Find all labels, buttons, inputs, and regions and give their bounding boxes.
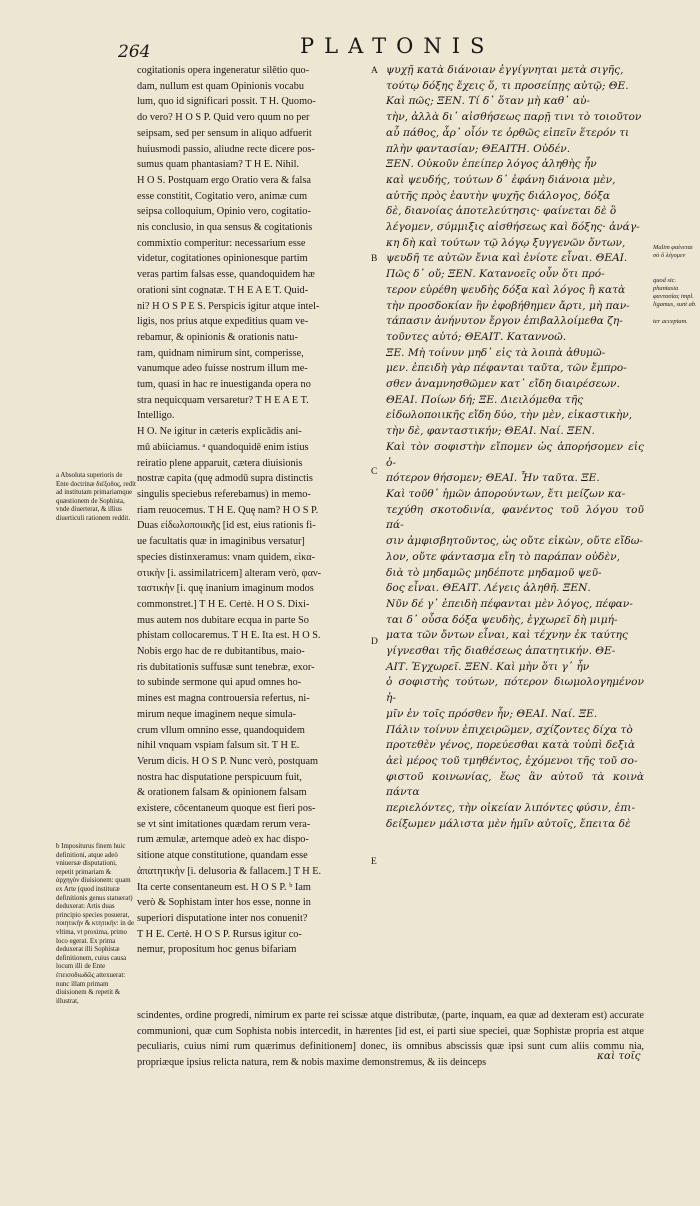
section-marker-d: D: [371, 637, 378, 647]
latin-line: mines est magna controuersia refertus, ni-: [137, 693, 310, 705]
greek-line: ται δ᾽ οὖσα δόξα ψευδὴς, ἐγχωρεῖ δὴ μιμή-: [386, 613, 618, 626]
greek-line: δὲ, διανοίας ἀποτελεύτησις· φαίνεται δὲ ὃ: [386, 205, 617, 218]
latin-line: reiratio plene apparuit, cætera diuisionis: [137, 457, 303, 469]
latin-line: verò & Sophistam inter hos esse, nonne in: [137, 897, 311, 909]
latin-line: mus autem nos dubitare ecqua in parte So: [137, 614, 309, 626]
latin-line: ris dubitationis suffusæ sunt tenebræ, exor-: [137, 661, 315, 673]
bottom-paragraph: scindentes, ordine progredi, nimirum ex parte rei scissæ atque distributæ, (parte, inquam, ea quæ ad dexteram est) accurate communioni, quæ cum Sophista nobis intercedit, in hærentes [id est, ei parti siue speciei, quæ Sophistæ propria est atque peculiaris, cuius nimi rum quærimus definitionem] donec, iis omnibus abscissis quæ ipsi sunt cum aliis commu nia, propriæque ipsius relicta natura, rem & nobis maxime demonstremus, & iis deinceps: [137, 1010, 644, 1069]
latin-line: ligis, nos prius atque expeditius quam ve-: [137, 316, 309, 328]
greek-line: διὰ τὸ μηδαμῶς μηδέποτε μηδαμοῦ ψεῦ-: [386, 566, 602, 579]
catchword: καὶ τοῖς: [597, 1050, 641, 1062]
right-margin-note-3: ter acceptam.: [653, 318, 688, 325]
greek-line: ματα τῶν ὄντων εἶναι, καὶ τέχνην ἐκ ταύτης: [386, 629, 628, 642]
greek-line: τεχύθη σκοτοδινία, φανέντος τοῦ λόγου τοῦ πά-: [386, 503, 644, 532]
side-note-a: a Absoluta superioris de Ente doctrinæ διέξοδος, redit ad institutam primariamque quæstionem de Sophista, vnde diuerterat, & illius diuerticuli rationem reddit.: [56, 472, 136, 522]
greek-line: Καὶ τὸν σοφιστὴν εἴπομεν ὡς ἀπορήσομεν εἰς ὁ-: [386, 440, 644, 469]
greek-line: τούτῳ δόξης ἔχεις ὅ, τι προσείπῃς αὐτῷ; ΘΕ.: [386, 79, 629, 92]
latin-line: nemur, propositum hoc genus bifariam: [137, 944, 297, 956]
latin-line: superiori disputatione inter nos conuenit?: [137, 912, 308, 924]
latin-line: esse constitit, Cogitatio vero, animæ cum: [137, 190, 308, 202]
greek-column: [386, 63, 644, 832]
latin-line: existere, cōcentaneum quoque est fieri pos-: [137, 803, 316, 815]
greek-line: ψευδῆ τε αὐτῶν ἔνια καὶ ἐνίοτε εἶναι. ΘΕΑΙ.: [386, 252, 628, 265]
latin-line: vanumque adeo fuisse nostrum illum me-: [137, 363, 308, 375]
greek-line: σθεν ἀναμνησθῶμεν κατ᾽ εἴδη διαιρέσεων.: [386, 378, 620, 391]
greek-line: προτεθὲν γένος, πορεύεσθαι κατὰ τοὐπὶ δεξιὰ: [386, 739, 635, 752]
latin-line: H O S. Postquam ergo Oratio vera & falsa: [137, 174, 311, 186]
latin-line: ram, quidnam nimirum sint, comperisse,: [137, 347, 304, 359]
greek-line: λον, οὔτε φάντασμα εἴη τὸ παράπαν οὐδὲν,: [386, 550, 620, 563]
latin-line: στικὴν [i. assimilatricem] alteram verò, φαν-: [137, 567, 322, 579]
latin-line: mirum neque imaginem neque simula-: [137, 708, 296, 720]
latin-line: huiusmodi passio, aliudne recte dicere pos-: [137, 143, 315, 155]
right-margin-note-2: quod sic. phantasia φαντασίας impl. ligamus, sunt ab.: [653, 277, 697, 308]
latin-line: Ita certe consentaneum est. H O S P. ᵇ Iam: [137, 881, 311, 893]
greek-line: τάπασιν ἀνήνυτον ἔργον ἐπιβαλλοίμεθα ζη-: [386, 315, 623, 328]
greek-line: ΘΕΑΙ. Ποίων δή; ΞΕ. Διειλόμεθα τῆς: [386, 393, 584, 406]
greek-line: ΑΙΤ. Ἐγχωρεῖ. ΞΕΝ. Καὶ μὴν ὅτι γ᾽ ἦν: [386, 660, 590, 673]
latin-line: tum, quasi in hac re inuestiganda opera no: [137, 379, 311, 391]
greek-line: Καὶ τοῦθ᾽ ἡμῶν ἀπορούντων, ἔτι μείζων κα-: [386, 487, 626, 500]
greek-line: Νῦν δέ γ᾽ ἐπειδὴ πέφανται μὲν λόγος, πέφαν-: [386, 597, 633, 610]
latin-line: cogitationis opera ingeneratur silētio quo-: [137, 65, 310, 76]
latin-line: seipsa colloquium, Opinio vero, cogitatio-: [137, 206, 311, 218]
right-margin-note-1: Malim φαίνεται σὸ ὃ λέγομεν: [653, 244, 693, 259]
latin-line: nostræ capita (quę admodū supra distinctis: [137, 473, 313, 485]
greek-line: μῖν ἐν τοῖς πρόσθεν ἦν; ΘΕΑΙ. Ναί. ΞΕ.: [386, 707, 598, 720]
latin-line: Intelligo.: [137, 410, 175, 422]
latin-line: ταστικὴν [i. quę inanium imaginum modos: [137, 583, 314, 595]
greek-line: ἀεὶ μέρος τοῦ τμηθέντος, ἐχόμενοι τῆς τοῦ σο-: [386, 754, 638, 767]
greek-line: φιστοῦ κοινωνίας, ἕως ἂν αὐτοῦ τὰ κοινὰ πάντα: [386, 770, 644, 799]
latin-line: do vero? H O S P. Quid vero quum no per: [137, 112, 310, 124]
greek-line: τὴν, ἀλλὰ δι᾽ αἰσθήσεως παρῇ τινι τὸ τοιοῦτον: [386, 111, 642, 124]
greek-line: τερον εὑρέθη ψευδὴς δόξα καὶ λόγος ἢ κατὰ: [386, 283, 626, 296]
greek-line: εἰδωλοποιικῆς εἴδη δύο, τὴν μὲν, εἰκαστικὴν,: [386, 409, 633, 422]
section-marker-c: C: [371, 467, 378, 477]
latin-line: commixtio comperitur: necessarium esse: [137, 237, 306, 249]
latin-line: commonstret.] T H E. Certè. H O S. Dixi-: [137, 598, 310, 610]
latin-line: nostra hac disputatione perspicuum fuit,: [137, 771, 302, 783]
latin-line: ue facultatis quæ in imaginibus versatur]: [137, 536, 305, 548]
latin-line: ni? H O S P E S. Perspicis igitur atque intel-: [137, 300, 320, 312]
latin-line: species distinxeramus: vnam quidem, εἰκα-: [137, 551, 316, 563]
greek-line: πότερον θήσομεν; ΘΕΑΙ. Ἦν ταῦτα. ΞΕ.: [386, 472, 600, 485]
latin-line: mū abiiciamus. ᵃ quandoquidē enim istius: [137, 441, 309, 453]
latin-line: H O. Ne igitur in cæteris explicādis ani-: [137, 426, 302, 438]
latin-line: rum æmulæ, artemque adeò ex hac dispo-: [137, 834, 309, 846]
latin-line: dam, nullum est quam Opinionis vocabu: [137, 80, 305, 92]
greek-line: δος εἶναι. ΘΕΑΙΤ. Λέγεις ἀληθῆ. ΞΕΝ.: [386, 582, 591, 595]
latin-column: [137, 63, 370, 958]
running-title: PLATONIS: [300, 34, 495, 58]
latin-line: veras partim falsas esse, quandoquidem hæ: [137, 269, 315, 281]
greek-line: Καὶ πῶς; ΞΕΝ. Τί δ᾽ ὅταν μὴ καθ᾽ αὑ-: [386, 95, 590, 108]
section-marker-b: B: [371, 254, 378, 264]
greek-line: ὁ σοφιστὴς τούτων, πότερον διωμολογημένον ἡ-: [386, 676, 644, 705]
latin-line: singulis speciebus referebamus) in memo-: [137, 488, 311, 500]
latin-line: orationi sint cognatæ. T H E A E T. Quid-: [137, 284, 309, 296]
latin-line: seipsam, sed per sensum in aliquo adfuerit: [137, 127, 312, 139]
greek-line: ψυχῇ κατὰ διάνοιαν ἐγγίγνηται μετὰ σιγῆς,: [386, 64, 624, 76]
greek-line: ΞΕ. Μὴ τοίνυν μηδ᾽ εἰς τὰ λοιπὰ ἀθυμῶ-: [386, 346, 606, 359]
greek-line: λέγομεν, σύμμιξις αἰσθήσεως καὶ δόξης· ἀνάγ-: [386, 221, 640, 234]
latin-line: nihil vnquam vspiam falsum sit. T H E.: [137, 740, 300, 752]
greek-line: Πάλιν τοίνυν ἐπιχειρῶμεν, σχίζοντες δίχα τὸ: [386, 723, 633, 736]
side-note-b: b Impositurus finem huic definitioni, atque adeò vniuersæ disputationi, repetit primariam & ἀρχηγὸν diuisionem: quam ex Arte (quod instituræ definitionis genus statuerat) deduxerat: Artis duas principio species posuerat, ποιητικὴν & κτητικήν: in de vltima, vt proxima, primo loco egerat. Ex prima deduxerat illi Sophistæ definitionem, cuius causa locum illi de Ente ἐπεισοδιωδῶς attexuerat: nunc illam primam diuisionem & repetit & illustrat,: [56, 843, 134, 1005]
latin-line: sitione atque constitutione, quandam esse: [137, 850, 308, 862]
latin-line: Duas εἰδωλοποιικῆς [id est, eius rationis fi-: [137, 520, 316, 532]
latin-line: videtur, cogitationes opinionesque partim: [137, 253, 308, 265]
latin-line: se vt sint imitationes quædam rerum vera-: [137, 818, 311, 830]
latin-line: crum vllum omnino esse, quandoquidem: [137, 724, 305, 736]
greek-line: πλὴν φαντασίαν; ΘΕΑΙΤΗ. Οὐδέν.: [386, 142, 571, 155]
latin-line: sumus quam phantasiam? T H E. Nihil.: [137, 159, 300, 171]
page-header: [0, 30, 700, 66]
latin-line: Nobis ergo hac de re dubitantibus, maio-: [137, 646, 305, 658]
greek-line: τὴν δὲ, φανταστικήν; ΘΕΑΙ. Ναί. ΞΕΝ.: [386, 425, 595, 438]
greek-line: γίγνεσθαι τῆς διαθέσεως ἀπατητικήν. ΘΕ-: [386, 645, 616, 658]
greek-line: Πῶς δ᾽ οὔ; ΞΕΝ. Κατανοεῖς οὖν ὅτι πρό-: [386, 268, 605, 281]
latin-line: Verum dicis. H O S P. Nunc verò, postquam: [137, 755, 319, 767]
greek-line: τὴν προσδοκίαν ἣν ἐφοβήθημεν ἄρτι, μὴ παν-: [386, 299, 630, 312]
latin-line: riam reuocemus. T H E. Quę nam? H O S P.: [137, 504, 319, 516]
latin-line: & orationem falsam & opinionem falsam: [137, 787, 307, 799]
latin-line: stra nequicquam versaretur? T H E A E T.: [137, 394, 309, 406]
greek-line: δείξωμεν μάλιστα μὲν ἡμῖν αὐτοῖς, ἔπειτα δὲ: [386, 817, 631, 830]
greek-line: σιν ἀμφισβητοῦντος, ὡς οὔτε εἰκὼν, οὔτε εἴδω-: [386, 535, 643, 548]
latin-line: lum, quo id significari possit. T H. Quomo-: [137, 96, 316, 108]
greek-line: μεν. ἐπειδὴ γὰρ πέφανται ταῦτα, τῶν ἔμπρο-: [386, 362, 627, 375]
greek-line: καὶ ψευδής, τούτων δ᾽ ἐφάνη διάνοια μὲν,: [386, 173, 616, 186]
greek-line: κη δὴ καὶ τούτων τῷ λόγῳ ξυγγενῶν ὄντων,: [386, 236, 626, 249]
greek-line: τοῦντες αὐτό; ΘΕΑΙΤ. Καταννοῶ.: [386, 330, 567, 343]
latin-line: rebamur, & opinionis & orationis natu-: [137, 331, 298, 343]
latin-line: to subinde sermone qui apud omnes ho-: [137, 677, 302, 689]
latin-line: T H E. Certè. H O S P. Rursus igitur co-: [137, 928, 302, 940]
latin-line: ἀπατητικὴν [i. delusoria & fallacem.] T H E.: [137, 865, 322, 877]
greek-line: ΞΕΝ. Οὐκοῦν ἐπείπερ λόγος ἀληθὴς ἦν: [386, 158, 597, 171]
greek-line: αὖ πάθος, ἆρ᾽ οἷόν τε ὀρθῶς εἰπεῖν ἕτερόν τι: [386, 126, 630, 139]
latin-line: nis conclusio, in qua sensus & cogitationis: [137, 222, 313, 234]
section-marker-a: A: [371, 66, 378, 76]
greek-line: περιελόντες, τὴν οἰκείαν λιπόντες φύσιν, ἐπι-: [386, 802, 636, 815]
latin-line: phistam collocaremus. T H E. Ita est. H O S.: [137, 630, 321, 642]
greek-line: αὐτῆς πρὸς ἑαυτὴν ψυχῆς διάλογος, δόξα: [386, 189, 610, 202]
page-number: 264: [118, 42, 151, 62]
section-marker-e: E: [371, 857, 377, 867]
